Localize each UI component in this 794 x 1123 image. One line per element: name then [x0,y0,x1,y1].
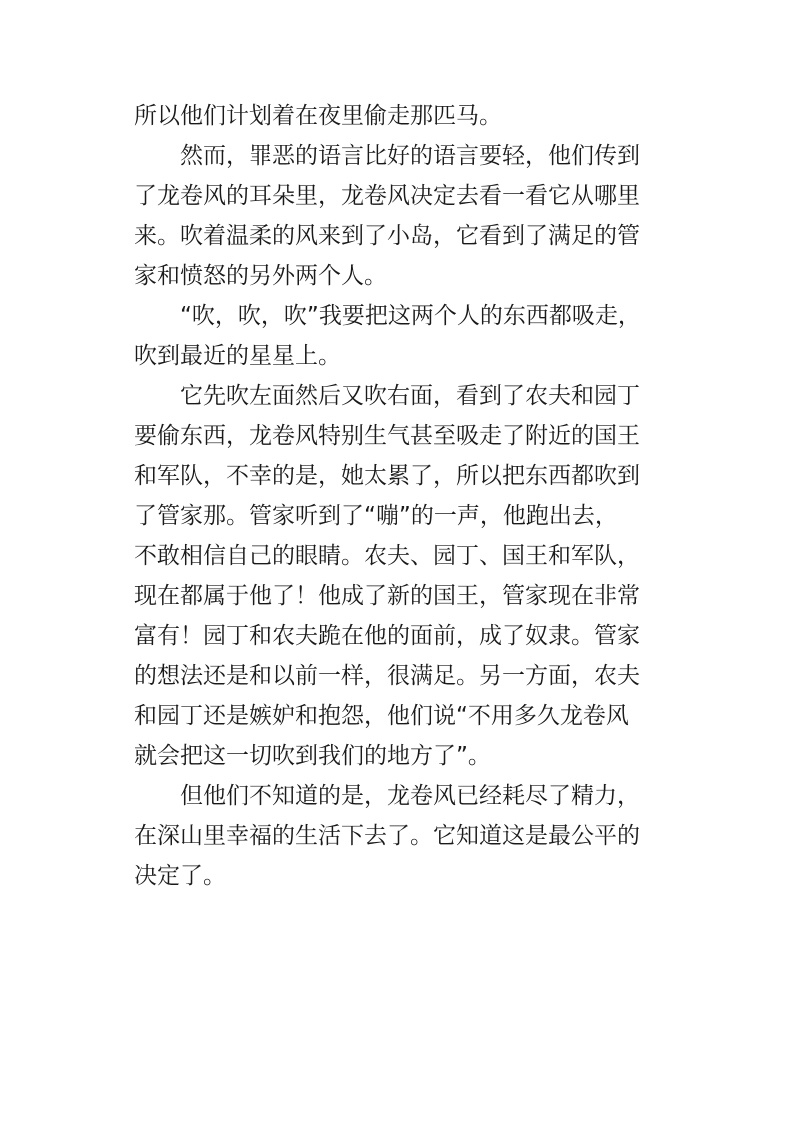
text-line: 不敢相信自己的眼睛。农夫、园丁、国王和军队， [134,543,640,569]
text-line: 在深山里幸福的生活下去了。它知道这是最公平的 [134,823,640,849]
text-line: 它先吹左面然后又吹右面，看到了农夫和园丁 [180,383,640,409]
text-line: 然而，罪恶的语言比好的语言要轻，他们传到 [180,143,640,169]
text-line: 决定了。 [134,863,226,889]
text-line: 的想法还是和以前一样，很满足。另一方面，农夫 [134,663,640,689]
text-line: 就会把这一切吹到我们的地方了”。 [134,743,491,769]
text-line: 和军队，不幸的是，她太累了，所以把东西都吹到 [134,463,640,489]
text-line: 吹到最近的星星上。 [134,343,341,369]
text-line: 和园丁还是嫉妒和抱怨，他们说“不用多久龙卷风 [134,703,629,729]
text-line: 了管家那。管家听到了“嘣”的一声，他跑出去， [134,503,618,529]
text-line: 现在都属于他了！他成了新的国王，管家现在非常 [134,583,640,609]
text-line: 家和愤怒的另外两个人。 [134,263,387,289]
text-line: 富有！园丁和农夫跪在他的面前，成了奴隶。管家 [134,623,640,649]
text-line: 要偷东西，龙卷风特别生气甚至吸走了附近的国王 [134,423,640,449]
text-line: 但他们不知道的是，龙卷风已经耗尽了精力， [180,783,640,809]
text-line: 了龙卷风的耳朵里，龙卷风决定去看一看它从哪里 [134,183,640,209]
text-line: “吹，吹，吹”我要把这两个人的东西都吸走， [180,303,641,329]
text-line: 来。吹着温柔的风来到了小岛，它看到了满足的管 [134,223,640,249]
text-line: 所以他们计划着在夜里偷走那匹马。 [134,103,502,129]
story-text [134,96,674,896]
